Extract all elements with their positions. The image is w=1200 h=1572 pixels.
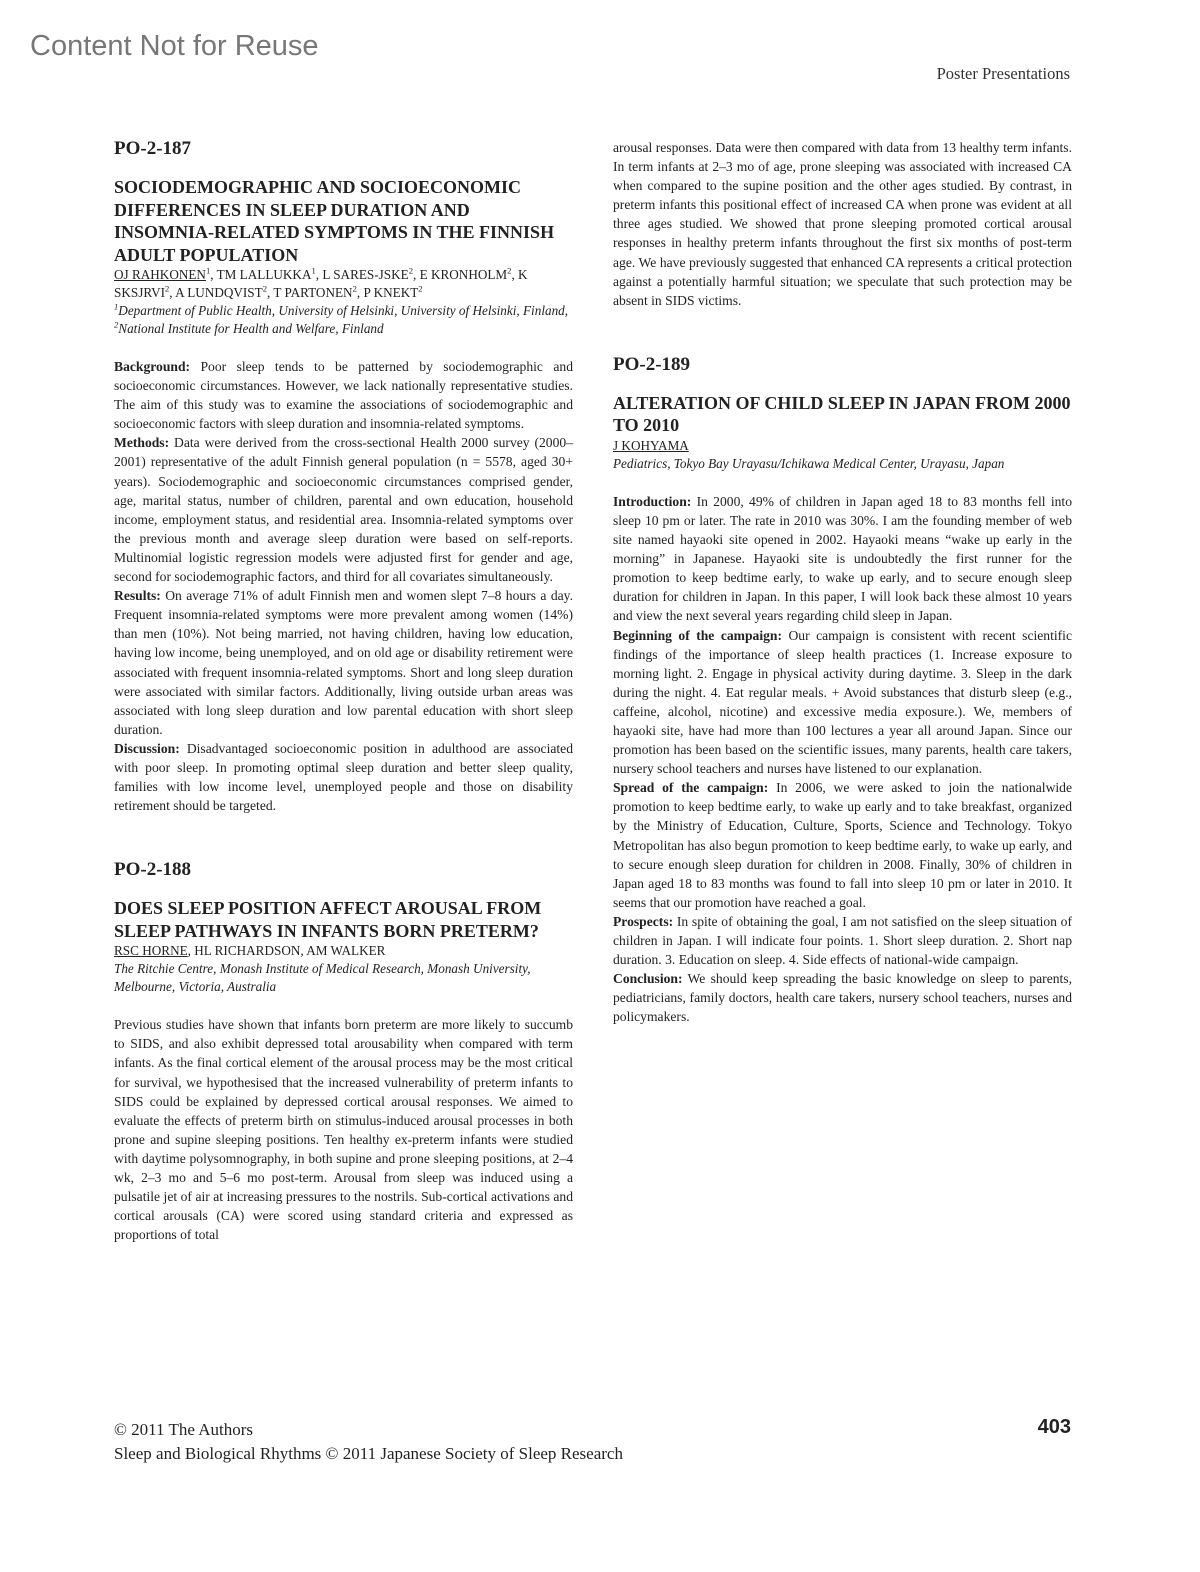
author-affil-sup: 2 — [507, 265, 512, 276]
author-affil-sup: 1 — [311, 265, 316, 276]
affil-sup: 1 — [114, 301, 119, 312]
section-text: In spite of obtaining the goal, I am not satisfied on the sleep situation of children in Japan. I will indicate four points. 1. Short sleep duration. 2. Short nap duration. 3. Education on sleep. 4. Side effects of national-wide campaign. — [613, 913, 1072, 968]
page-number: 403 — [1037, 1416, 1071, 1438]
prospects-paragraph — [613, 912, 1072, 969]
presenting-author: J KOHYAMA — [613, 437, 689, 453]
section-label: Discussion: — [114, 740, 180, 756]
abstract-body — [114, 1015, 573, 1244]
methods-paragraph — [114, 433, 573, 586]
journal-line: Sleep and Biological Rhythms © 2011 Japanese Society of Sleep Research — [114, 1443, 623, 1463]
author-list — [114, 942, 573, 960]
author-affil-sup: 2 — [352, 283, 357, 294]
abstract-po-2-187 — [114, 138, 573, 815]
footer — [114, 1418, 623, 1465]
presenting-author: OJ RAHKONEN — [114, 267, 206, 282]
author-list — [613, 437, 1072, 455]
spread-paragraph — [613, 778, 1072, 912]
section-text: Disadvantaged socioeconomic position in adulthood are associated with poor sleep. In promoting optimal sleep duration and better sleep quality, families with low income level, unemployed people and those on disability retirement should be targeted. — [114, 740, 573, 814]
section-text: In 2000, 49% of children in Japan aged 18 to 83 months fell into sleep 10 pm or later. The rate in 2010 was 30%. I am the founding member of web site named hayaoki site opened in 2002. Hayaoki means “wake up early in the morning” in Japanese. Hayaoki site is undoubtedly the first runner for the promotion to keep bedtime early, to wake up early, and to secure enough sleep duration for children in Japan. In this paper, I will look back these almost 10 years and view the next several years regarding child sleep in Japan. — [613, 493, 1072, 624]
section-text: We should keep spreading the basic knowledge on sleep to parents, pediatricians, family doctors, health care takers, nursery school teachers, nurses and policymakers. — [613, 971, 1072, 1025]
authors-rest: , HL RICHARDSON, AM WALKER — [187, 943, 386, 959]
affiliation — [114, 302, 573, 338]
affiliation: Pediatrics, Tokyo Bay Urayasu/Ichikawa Medical Center, Urayasu, Japan — [613, 455, 1005, 471]
presenting-author: RSC HORNE — [114, 943, 188, 959]
section-text: On average 71% of adult Finnish men and women slept 7–8 hours a day. Frequent insomnia-related symptoms were more prevalent among women (14%) than men (10%). Not being married, not having children, having low education, having low income, being unemployed, and on old age or disability retirement were associated with frequent insomnia-related symptoms. Short and long sleep duration were associated with similar factors. Additionally, living outside urban areas was associated with long sleep duration and low parental education with short sleep duration. — [114, 588, 573, 737]
section-label: Beginning of the campaign: — [613, 627, 782, 643]
copyright-line: © 2011 The Authors — [114, 1420, 253, 1439]
author-affil-sup: 2 — [164, 283, 170, 294]
right-column — [613, 138, 1072, 1026]
author: , TM LALLUKKA — [210, 267, 312, 282]
affiliation: The Ritchie Centre, Monash Institute of Medical Research, Monash University, Melbourne, Victoria, Australia — [114, 961, 531, 995]
author-affil-sup: 1 — [205, 265, 211, 276]
section-text: Poor sleep tends to be patterned by sociodemographic and socioeconomic circumstances. However, we lack nationally representative studies. The aim of this study was to examine the associations of sociodemographic and socioeconomic factors with sleep duration and insomnia-related symptoms. — [114, 359, 573, 432]
beginning-paragraph — [613, 626, 1072, 779]
author-affil-sup: 2 — [408, 265, 413, 276]
conclusion-paragraph — [613, 969, 1072, 1026]
abstract-title: DOES SLEEP POSITION AFFECT AROUSAL FROM SLEEP PATHWAYS IN INFANTS BORN PRETERM? — [114, 898, 542, 941]
background-paragraph — [114, 357, 573, 433]
affiliation-text: National Institute for Health and Welfare, Finland — [118, 321, 384, 336]
section-text: Our campaign is consistent with recent scientific findings of the importance of sleep health practices (1. Increase exposure to morning light. 2. Engage in physical activity during daytime. 3. Sleep in the dark during the night. 4. Eat regular meals. + Avoid substances that disturb sleep (e.g., caffeine, alcohol, nicotine) and excessive media exposure.). We, members of hayaoki site, have had more than 100 lectures a year all around Japan. Since our promotion has been based on the scientific issues, many parents, health care takers, nursery school teachers and nurses have listened to our explanation. — [613, 627, 1072, 777]
abstract-title: ALTERATION OF CHILD SLEEP IN JAPAN FROM 2000 TO 2010 — [613, 392, 1071, 436]
abstract-id: PO-2-187 — [114, 138, 192, 159]
abstract-po-2-189 — [613, 354, 1072, 1027]
author: , A LUNDQVIST — [169, 285, 263, 300]
author-list — [114, 266, 573, 302]
discussion-paragraph — [114, 739, 573, 815]
watermark: Content Not for Reuse — [30, 30, 319, 62]
section-label: Introduction: — [613, 493, 692, 509]
spacer — [613, 310, 1072, 354]
abstract-body — [613, 492, 1072, 1027]
section-label: Prospects: — [613, 913, 674, 929]
affiliation-text: Department of Public Health, University of Helsinki, University of Helsinki, Finland, — [118, 303, 569, 318]
section-label: Results: — [114, 588, 161, 604]
author: , T PARTONEN — [267, 285, 353, 300]
author: , P KNEKT — [356, 285, 419, 300]
section-text: Data were derived from the cross-sectional Health 2000 survey (2000–2001) representative of the adult Finnish general population (n = 5578, aged 30+ years). Sociodemographic and socioeconomic circumstances comprised gender, age, marital status, number of children, parental and own education, household income, employment status, and residential area. Insomnia-related symptoms over the previous month and average sleep duration were based on self-reports. Multinomial logistic regression models were adjusted first for gender and age, second for sociodemographic factors, and third for all covariates simultaneously. — [114, 435, 573, 585]
abstract-title: SOCIODEMOGRAPHIC AND SOCIOECONOMIC DIFFERENCES IN SLEEP DURATION AND INSOMNIA-RELATED SYMPTOMS IN THE FINNISH ADULT POPULATION — [114, 177, 555, 265]
author-affil-sup: 2 — [418, 283, 423, 294]
author-affil-sup: 2 — [262, 283, 267, 294]
body-paragraph: Previous studies have shown that infants born preterm are more likely to succumb to SIDS, and also exhibit depressed total arousability when compared with term infants. As the final cortical element of the arousal process may be the most critical for survival, we hypothesised that the increased vulnerability of preterm infants to SIDS could be explained by depressed cortical arousal responses. We aimed to evaluate the effects of preterm birth on stimulus-induced arousal processes in both prone and supine sleeping positions. Ten healthy ex-preterm infants were studied with daytime polysomnography, in both supine and prone sleeping positions, at 2–4 wk, 2–3 mo and 5–6 mo post-term. Arousal from sleep was induced using a pulsatile jet of air at increasing pressures to the nostrils. Sub-cortical activations and cortical arousals (CA) were scored using standard criteria and expressed as proportions of total — [114, 1017, 573, 1243]
introduction-paragraph — [613, 492, 1072, 626]
section-label: Background: — [114, 359, 191, 374]
author: , K SKSJRVI — [114, 267, 528, 300]
running-head: Poster Presentations — [936, 64, 1070, 83]
abstract-id: PO-2-188 — [114, 859, 192, 881]
author: , E KRONHOLM — [413, 267, 508, 282]
section-label: Spread of the campaign: — [613, 780, 769, 796]
spacer — [114, 815, 573, 859]
results-paragraph — [114, 586, 573, 739]
abstract-id: PO-2-189 — [613, 353, 691, 375]
section-label: Methods: — [114, 435, 170, 451]
abstract-po-2-188 — [114, 859, 573, 1244]
affil-sup: 2 — [114, 319, 119, 330]
left-column — [114, 138, 573, 1244]
body-paragraph-continued: arousal responses. Data were then compared with data from 13 healthy term infants. In term infants at 2–3 mo of age, prone sleeping was associated with increased CA when compared to the supine position and the other ages studied. By contrast, in preterm infants this positional effect of increased CA when prone was evident at all three ages studied. We showed that prone sleeping promoted cortical arousal responses in healthy preterm infants throughout the first six months of post-term age. We have previously suggested that enhanced CA represents a critical protection against a potentially harmful situation; we speculate that such protection may be absent in SIDS victims. — [613, 140, 1072, 308]
author: , L SARES-JSKE — [315, 267, 409, 282]
section-label: Conclusion: — [613, 971, 683, 987]
section-text: In 2006, we were asked to join the nationalwide promotion to keep bedtime early, to wake up early and to take breakfast, organized by the Ministry of Education, Culture, Sports, Science and Technology. Tokyo Metropolitan has also begun promotion to keep bedtime early, to wake up early, and to secure enough sleep duration for children in 2008. Finally, 30% of children in Japan aged 18 to 83 months was found to fall into sleep 10 pm or later in 2010. It seems that our promotion have reached a goal. — [613, 780, 1072, 910]
abstract-body — [114, 357, 573, 815]
